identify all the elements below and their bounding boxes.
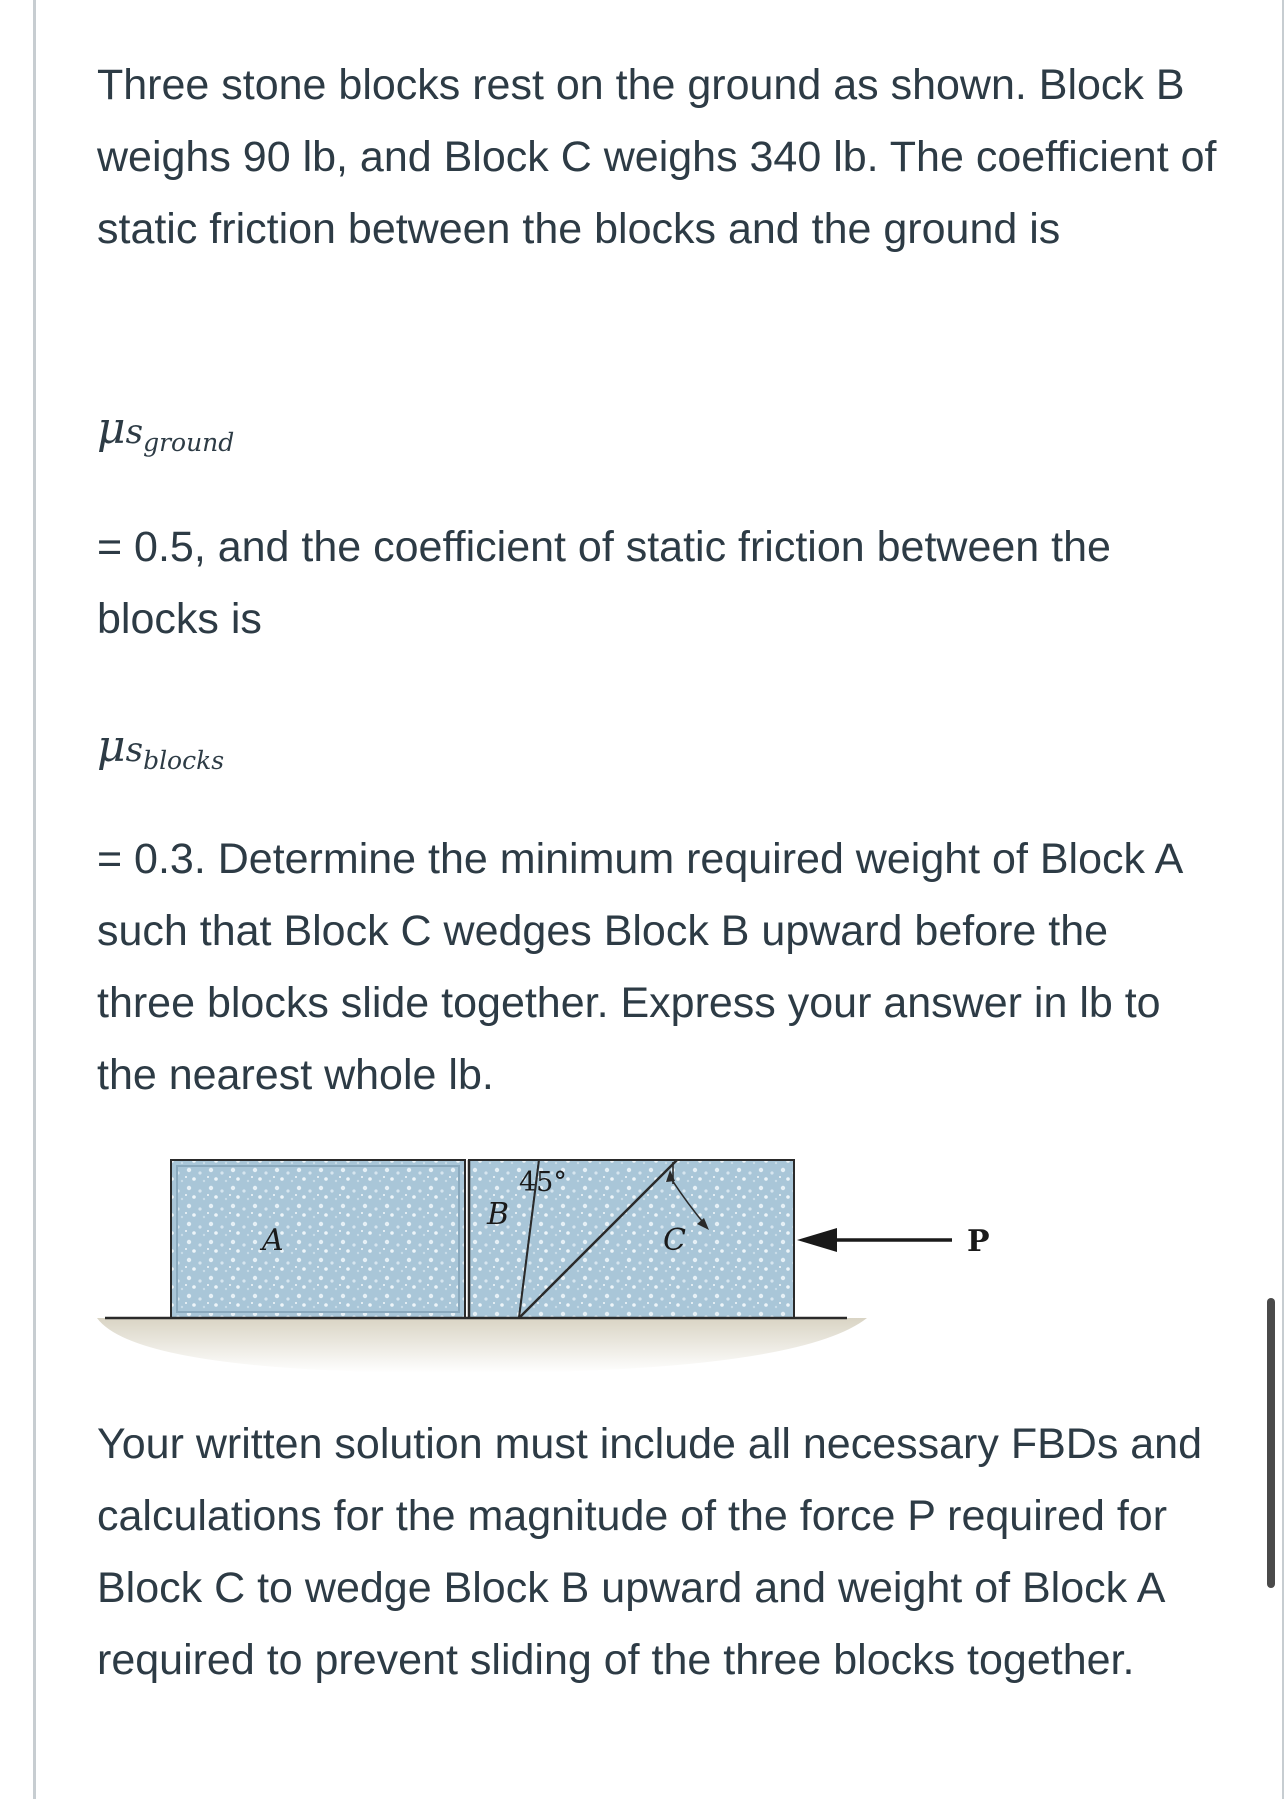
mu-blocks-subscript: blocks	[143, 746, 225, 775]
problem-intro: Three stone blocks rest on the ground as shown. Block B weighs 90 lb, and Block C weighs 340 lb. The coefficient of static friction between the blocks and the ground is	[97, 61, 1217, 253]
blocks-diagram	[97, 1148, 997, 1383]
mu-ground-expression	[97, 403, 235, 457]
solution-note: Your written solution must include all necessary FBDs and calculations for the magnitude of the force P required for Block C to wedge Block B upward and weight of Block A required to prevent sliding of the three blocks together.	[97, 1420, 1203, 1684]
ground-shadow	[97, 1318, 867, 1373]
label-a: A	[262, 1223, 284, 1258]
block-a	[171, 1160, 465, 1318]
label-c: C	[663, 1223, 686, 1258]
left-border	[33, 0, 36, 1799]
angle-label: 45°	[519, 1167, 567, 1198]
label-b: B	[487, 1197, 510, 1232]
question-text: = 0.3. Determine the minimum required weight of Block A such that Block C wedges Block B upward before the three blocks slide together. Express your answer in lb to the nearest whole lb.	[97, 835, 1181, 1099]
scrollbar[interactable]	[1267, 1298, 1275, 1588]
label-p: P	[967, 1224, 990, 1259]
force-p-arrowhead	[797, 1228, 837, 1252]
mu-ground-subscript: ground	[143, 428, 235, 457]
blocks-figure	[97, 1148, 997, 1383]
mu-ground-symbol: μ	[97, 403, 126, 454]
ground-value-text: = 0.5, and the coefficient of static friction between the blocks is	[97, 523, 1111, 643]
mu-blocks-s: s	[125, 730, 144, 770]
mu-blocks-expression	[97, 721, 225, 775]
mu-ground-s: s	[125, 412, 144, 452]
mu-blocks-symbol: μ	[97, 721, 126, 772]
